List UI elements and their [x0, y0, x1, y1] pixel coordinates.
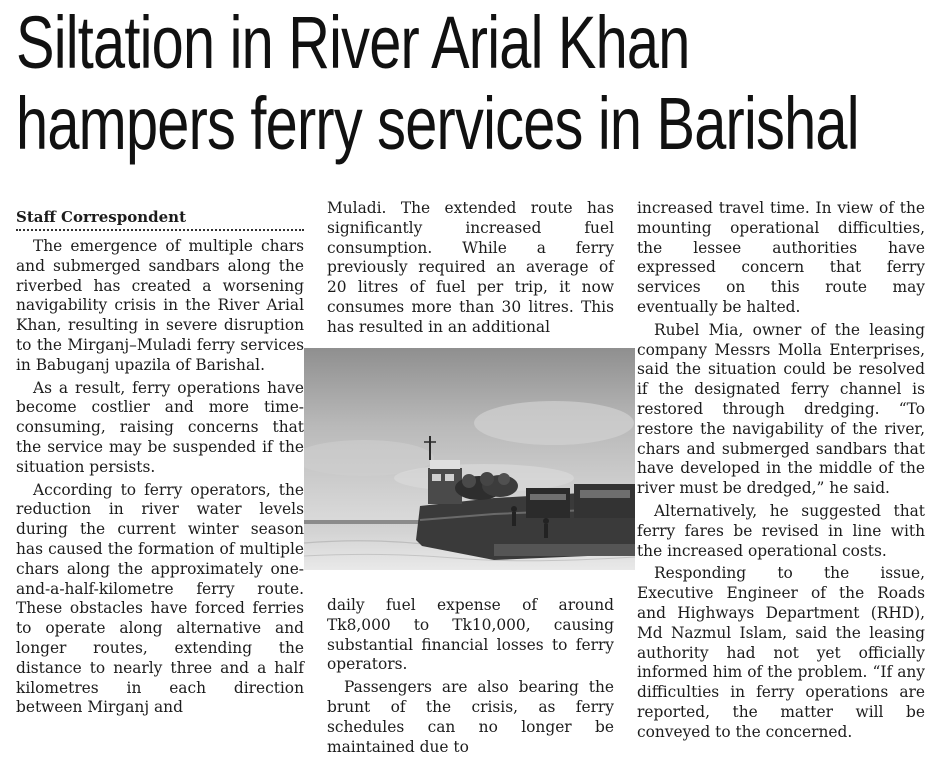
headline	[16, 1, 859, 165]
paragraph: Passengers are also bearing the brunt of the crisis, as ferry schedules can no longer be maintained due to	[327, 678, 614, 756]
column-2-bottom	[327, 596, 614, 757]
column-3	[637, 199, 925, 743]
paragraph: As a result, ferry operations have become costlier and more time-consuming, raising concerns that the service may be suspended if the situation persists.	[16, 378, 304, 476]
paragraph: increased travel time. In view of the mounting operational difficulties, the lessee authorities have expressed concern that ferry services on this route may eventually be halted.	[637, 199, 925, 316]
paragraph: According to ferry operators, the reduction in river water levels during the current winter season has caused the formation of multiple chars along the approximately one-and-a-half-kilometre ferry route. These obstacles have forced ferries to operate along alternative and longer routes, extending the distance to nearly three and a half kilometres in each direction between Mirganj and	[16, 480, 304, 717]
paragraph: Rubel Mia, owner of the leasing company Messrs Molla Enterprises, said the situation could be resolved if the designated ferry channel is restored through dredging. “To restore the navigability of the river, chars and submerged sandbars that have developed in the middle of the river must be dredged,” he said.	[637, 320, 925, 498]
paragraph: Responding to the issue, Executive Engineer of the Roads and Highways Department (RHD), Md Nazmul Islam, said the leasing authority had not yet officially informed him of the problem. “If any difficulties in ferry operations are reported, the matter will be conveyed to the concerned.	[637, 564, 925, 741]
headline-line-1: Siltation in River Arial Khan	[16, 1, 690, 84]
paragraph: Alternatively, he suggested that ferry fares be revised in line with the increased operational costs.	[637, 501, 925, 560]
ferry-photo	[304, 348, 635, 570]
paragraph: The emergence of multiple chars and submerged sandbars along the riverbed has created a worsening navigability crisis in the River Arial Khan, resulting in severe disruption to the Mirganj–Muladi ferry services in Babuganj upazila of Barishal.	[16, 237, 304, 374]
paragraph: Muladi. The extended route has significantly increased fuel consumption. While a ferry previously required an average of 20 litres of fuel per trip, it now consumes more than 30 litres. This has resulted in an additional	[327, 199, 614, 336]
headline-line-2: hampers ferry services in Barishal	[16, 82, 859, 165]
byline: Staff Correspondent	[16, 208, 304, 231]
column-1	[16, 208, 304, 718]
paragraph: daily fuel expense of around Tk8,000 to Tk10,000, causing substantial financial losses to ferry operators.	[327, 596, 614, 674]
column-2-top	[327, 199, 614, 338]
